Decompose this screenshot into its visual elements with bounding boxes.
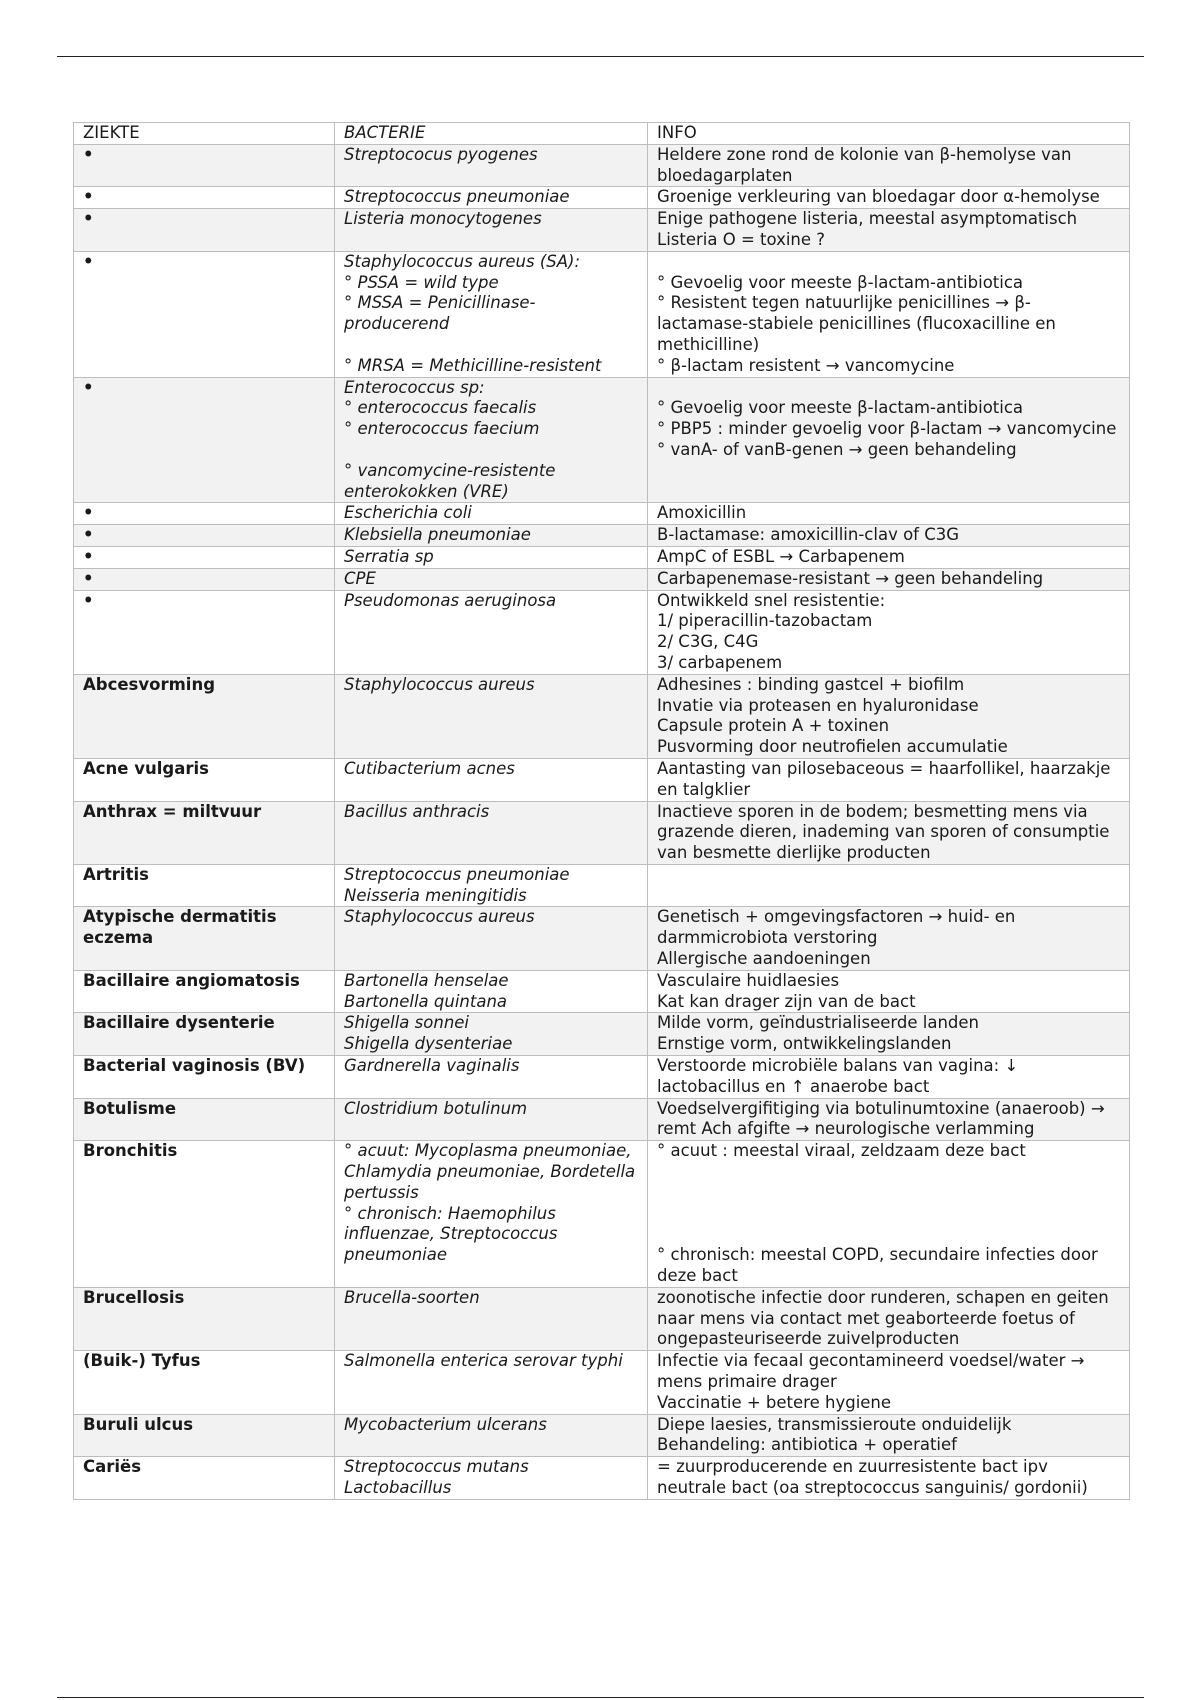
info-cell: zoonotische infectie door runderen, schapen en geiten naar mens via contact met geaborteerde foetus of ongepasteuriseerde zuivelproducten xyxy=(648,1287,1130,1350)
table-row xyxy=(74,907,1130,970)
ziekte-cell: Brucellosis xyxy=(74,1287,335,1350)
ziekte-cell: Botulisme xyxy=(74,1098,335,1141)
ziekte-cell: Bronchitis xyxy=(74,1141,335,1288)
info-cell: ° Gevoelig voor meeste β-lactam-antibiotica ° Resistent tegen natuurlijke penicillines → β-lactamase-stabiele penicillines (flucoxacilline en methicilline) ° β-lactam resistent → vancomycine xyxy=(648,251,1130,377)
ziekte-cell: • xyxy=(74,546,335,568)
table-row xyxy=(74,209,1130,252)
table-row xyxy=(74,801,1130,864)
bacterie-cell: Shigella sonnei Shigella dysenteriae xyxy=(335,1013,648,1056)
ziekte-cell: (Buik-) Tyfus xyxy=(74,1351,335,1414)
bacterie-cell: Streptococcus mutans Lactobacillus xyxy=(335,1457,648,1500)
info-cell: Enige pathogene listeria, meestal asymptomatisch Listeria O = toxine ? xyxy=(648,209,1130,252)
table-row xyxy=(74,758,1130,801)
info-cell: Inactieve sporen in de bodem; besmetting mens via grazende dieren, inademing van sporen of consumptie van besmette dierlijke producten xyxy=(648,801,1130,864)
ziekte-cell: Bacillaire dysenterie xyxy=(74,1013,335,1056)
table-row xyxy=(74,144,1130,187)
ziekte-cell: Bacillaire angiomatosis xyxy=(74,970,335,1013)
table-row xyxy=(74,1056,1130,1099)
table-row xyxy=(74,1098,1130,1141)
table-row xyxy=(74,1287,1130,1350)
header-ziekte: ZIEKTE xyxy=(74,123,335,145)
bacterie-cell: Bacillus anthracis xyxy=(335,801,648,864)
info-cell: Aantasting van pilosebaceous = haarfollikel, haarzakje en talgklier xyxy=(648,758,1130,801)
bacterie-cell: Staphylococcus aureus (SA): ° PSSA = wild type ° MSSA = Penicillinase-producerend ° MRSA = Methicilline-resistent xyxy=(335,251,648,377)
ziekte-cell: Acne vulgaris xyxy=(74,758,335,801)
ziekte-cell: • xyxy=(74,144,335,187)
ziekte-cell: Atypische dermatitis eczema xyxy=(74,907,335,970)
info-cell: Verstoorde microbiële balans van vagina: ↓ lactobacillus en ↑ anaerobe bact xyxy=(648,1056,1130,1099)
ziekte-cell: Abcesvorming xyxy=(74,674,335,758)
ziekte-cell: • xyxy=(74,377,335,503)
bacterie-cell: Staphylococcus aureus xyxy=(335,907,648,970)
info-cell: = zuurproducerende en zuurresistente bact ipv neutrale bact (oa streptococcus sanguinis/ gordonii) xyxy=(648,1457,1130,1500)
bacterie-cell: CPE xyxy=(335,568,648,590)
info-cell: Adhesines : binding gastcel + biofilm Invatie via proteasen en hyaluronidase Capsule protein A + toxinen Pusvorming door neutrofielen accumulatie xyxy=(648,674,1130,758)
bacterie-cell: Listeria monocytogenes xyxy=(335,209,648,252)
table-row xyxy=(74,568,1130,590)
bacterie-cell: Pseudomonas aeruginosa xyxy=(335,590,648,674)
info-cell: AmpC of ESBL → Carbapenem xyxy=(648,546,1130,568)
bacterie-cell: Serratia sp xyxy=(335,546,648,568)
table-row xyxy=(74,864,1130,907)
bacterie-cell: Streptococcus pneumoniae xyxy=(335,187,648,209)
table-row xyxy=(74,674,1130,758)
info-cell: Groenige verkleuring van bloedagar door α-hemolyse xyxy=(648,187,1130,209)
bacterie-cell: Bartonella henselae Bartonella quintana xyxy=(335,970,648,1013)
ziekte-cell: Cariës xyxy=(74,1457,335,1500)
info-cell: Genetisch + omgevingsfactoren → huid- en darmmicrobiota verstoring Allergische aandoeningen xyxy=(648,907,1130,970)
info-cell: ° acuut : meestal viraal, zeldzaam deze bact ° chronisch: meestal COPD, secundaire infecties door deze bact xyxy=(648,1141,1130,1288)
bacterie-cell: Mycobacterium ulcerans xyxy=(335,1414,648,1457)
bacterie-cell: Klebsiella pneumoniae xyxy=(335,525,648,547)
top-rule xyxy=(57,56,1144,57)
ziekte-cell: • xyxy=(74,568,335,590)
info-cell: Milde vorm, geïndustrialiseerde landen Ernstige vorm, ontwikkelingslanden xyxy=(648,1013,1130,1056)
bacterie-cell: Gardnerella vaginalis xyxy=(335,1056,648,1099)
bacterie-cell: Clostridium botulinum xyxy=(335,1098,648,1141)
ziekte-cell: Buruli ulcus xyxy=(74,1414,335,1457)
bacterie-cell: Salmonella enterica serovar typhi xyxy=(335,1351,648,1414)
ziekte-cell: Bacterial vaginosis (BV) xyxy=(74,1056,335,1099)
bacterie-cell: Staphylococcus aureus xyxy=(335,674,648,758)
info-cell: Diepe laesies, transmissieroute onduidelijk Behandeling: antibiotica + operatief xyxy=(648,1414,1130,1457)
table-row xyxy=(74,251,1130,377)
bacterie-cell: Escherichia coli xyxy=(335,503,648,525)
ziekte-cell: Artritis xyxy=(74,864,335,907)
bacterie-cell: Cutibacterium acnes xyxy=(335,758,648,801)
ziekte-cell: • xyxy=(74,525,335,547)
bacterie-cell: Enterococcus sp: ° enterococcus faecalis ° enterococcus faecium ° vancomycine-resistente enterokokken (VRE) xyxy=(335,377,648,503)
info-cell: Amoxicillin xyxy=(648,503,1130,525)
ziekte-cell: • xyxy=(74,187,335,209)
table-row xyxy=(74,1351,1130,1414)
ziekte-cell: • xyxy=(74,590,335,674)
table-row xyxy=(74,1457,1130,1500)
ziekte-cell: • xyxy=(74,503,335,525)
info-cell: Heldere zone rond de kolonie van β-hemolyse van bloedagarplaten xyxy=(648,144,1130,187)
header-bacterie: BACTERIE xyxy=(335,123,648,145)
table-row xyxy=(74,970,1130,1013)
table-header-row xyxy=(74,123,1130,145)
table-row xyxy=(74,503,1130,525)
info-cell: Voedselvergifitiging via botulinumtoxine (anaeroob) → remt Ach afgifte → neurologische verlamming xyxy=(648,1098,1130,1141)
bacterie-cell: Streptococus pyogenes xyxy=(335,144,648,187)
info-cell: Ontwikkeld snel resistentie: 1/ piperacillin-tazobactam 2/ C3G, C4G 3/ carbapenem xyxy=(648,590,1130,674)
info-cell: Carbapenemase-resistant → geen behandeling xyxy=(648,568,1130,590)
info-cell: B-lactamase: amoxicillin-clav of C3G xyxy=(648,525,1130,547)
ziekte-cell: • xyxy=(74,209,335,252)
ziekte-cell: Anthrax = miltvuur xyxy=(74,801,335,864)
bacterie-cell: ° acuut: Mycoplasma pneumoniae, Chlamydia pneumoniae, Bordetella pertussis ° chronisch: Haemophilus influenzae, Streptococcus pneumoniae xyxy=(335,1141,648,1288)
info-cell: Infectie via fecaal gecontamineerd voedsel/water → mens primaire drager Vaccinatie + betere hygiene xyxy=(648,1351,1130,1414)
bottom-rule xyxy=(57,1697,1144,1698)
table-row xyxy=(74,1414,1130,1457)
ziekte-cell: • xyxy=(74,251,335,377)
table-row xyxy=(74,187,1130,209)
info-cell: Vasculaire huidlaesies Kat kan drager zijn van de bact xyxy=(648,970,1130,1013)
header-info: INFO xyxy=(648,123,1130,145)
info-cell xyxy=(648,864,1130,907)
table-row xyxy=(74,1013,1130,1056)
table-row xyxy=(74,1141,1130,1288)
table-row xyxy=(74,525,1130,547)
bacteria-table xyxy=(73,122,1130,1500)
table-row xyxy=(74,377,1130,503)
bacterie-cell: Streptococcus pneumoniae Neisseria meningitidis xyxy=(335,864,648,907)
bacterie-cell: Brucella-soorten xyxy=(335,1287,648,1350)
table-row xyxy=(74,546,1130,568)
info-cell: ° Gevoelig voor meeste β-lactam-antibiotica ° PBP5 : minder gevoelig voor β-lactam → vancomycine ° vanA- of vanB-genen → geen behandeling xyxy=(648,377,1130,503)
table-row xyxy=(74,590,1130,674)
